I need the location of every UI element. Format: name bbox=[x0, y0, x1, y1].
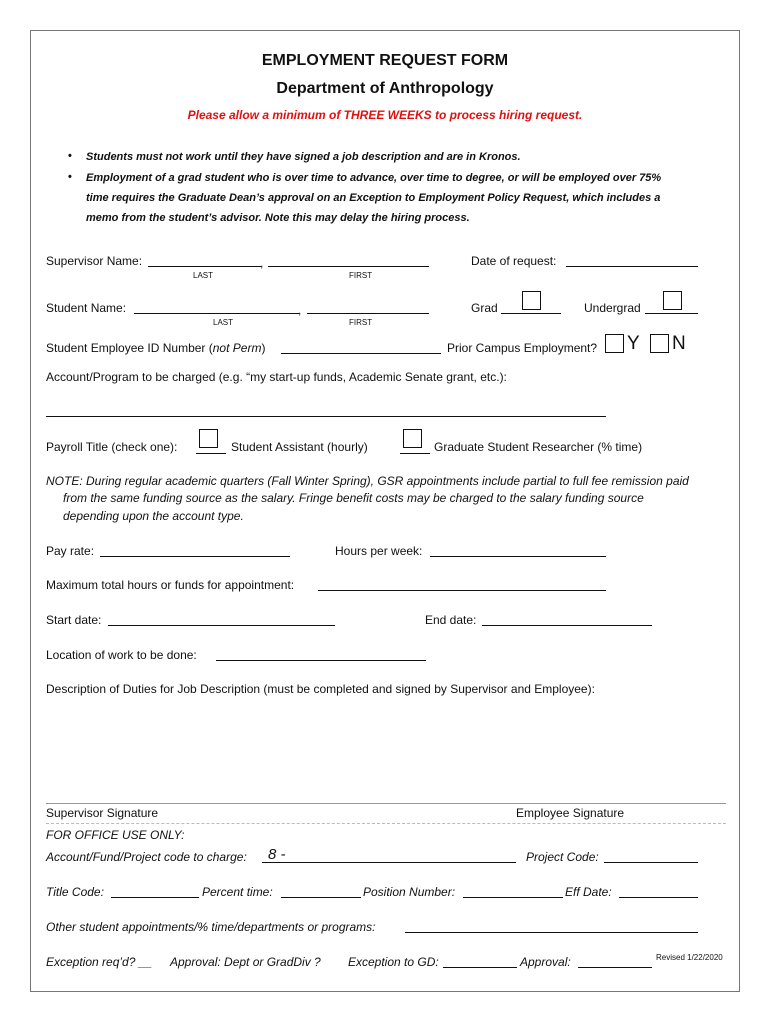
pay-rate-field[interactable] bbox=[100, 556, 290, 557]
form-title: EMPLOYMENT REQUEST FORM bbox=[261, 52, 509, 69]
approval-dept-label: Approval: Dept or GradDiv ? bbox=[170, 955, 321, 969]
yes-checkbox[interactable] bbox=[605, 334, 624, 353]
account-code-value: 8 - bbox=[268, 846, 286, 863]
first-label: FIRST bbox=[349, 271, 373, 280]
revised-date: Revised 1/22/2020 bbox=[656, 953, 723, 962]
bullet-icon: • bbox=[68, 150, 72, 162]
account-program-field[interactable] bbox=[46, 416, 606, 417]
undergrad-label: Undergrad bbox=[584, 301, 641, 315]
signature-line bbox=[46, 803, 726, 804]
max-hours-label: Maximum total hours or funds for appointment: bbox=[46, 578, 295, 592]
bullet-icon: • bbox=[68, 171, 72, 183]
student-id-label: Student Employee ID Number (not Perm) bbox=[46, 341, 266, 355]
location-field[interactable] bbox=[216, 660, 426, 661]
gsr-checkbox[interactable] bbox=[403, 429, 422, 448]
student-assistant-label: Student Assistant (hourly) bbox=[231, 440, 368, 454]
bullet-2-line-2: time requires the Graduate Dean’s approval on an Exception to Employment Policy Request, which includes a bbox=[86, 192, 661, 204]
bullet-2-line-3: memo from the student’s advisor. Note this may delay the hiring process. bbox=[86, 212, 470, 224]
student-first-field[interactable] bbox=[307, 313, 429, 314]
title-code-label: Title Code: bbox=[46, 885, 104, 899]
start-date-field[interactable] bbox=[108, 625, 335, 626]
other-appointments-field[interactable] bbox=[405, 932, 698, 933]
description-area[interactable] bbox=[46, 700, 726, 796]
last-label: LAST bbox=[193, 271, 214, 280]
gsr-line bbox=[400, 453, 430, 454]
prior-campus-label: Prior Campus Employment? bbox=[447, 341, 598, 355]
undergrad-checkbox[interactable] bbox=[663, 291, 682, 310]
no-checkbox[interactable] bbox=[650, 334, 669, 353]
office-heading: FOR OFFICE USE ONLY: bbox=[46, 828, 185, 842]
department-title: Department of Anthropology bbox=[276, 80, 494, 97]
bullet-2-line-1: Employment of a grad student who is over time to advance, over time to degree, or will be employed over 75% bbox=[86, 172, 662, 184]
location-label: Location of work to be done: bbox=[46, 648, 197, 662]
gsr-label: Graduate Student Researcher (% time) bbox=[434, 440, 643, 454]
no-label: N bbox=[672, 333, 686, 354]
percent-time-label: Percent time: bbox=[202, 885, 273, 899]
supervisor-signature-label: Supervisor Signature bbox=[46, 806, 159, 820]
title-code-field[interactable] bbox=[111, 897, 199, 898]
student-last-field[interactable] bbox=[134, 313, 299, 314]
pay-rate-label: Pay rate: bbox=[46, 544, 95, 558]
exception-to-gd-field[interactable] bbox=[443, 967, 517, 968]
start-date-label: Start date: bbox=[46, 613, 102, 627]
approval-label: Approval: bbox=[520, 955, 571, 969]
note-line-2: from the same funding source as the salary. Fringe benefit costs may be charged to the salary funding source bbox=[63, 491, 644, 505]
max-hours-field[interactable] bbox=[318, 590, 606, 591]
employee-signature-label: Employee Signature bbox=[516, 806, 625, 820]
project-code-field[interactable] bbox=[604, 862, 698, 863]
date-of-request-field[interactable] bbox=[566, 266, 698, 267]
student-assistant-checkbox[interactable] bbox=[199, 429, 218, 448]
grad-line bbox=[501, 313, 561, 314]
yes-label: Y bbox=[627, 333, 640, 354]
undergrad-line bbox=[645, 313, 698, 314]
eff-date-label: Eff Date: bbox=[565, 885, 612, 899]
date-of-request-label: Date of request: bbox=[471, 254, 557, 268]
payroll-title-label: Payroll Title (check one): bbox=[46, 440, 178, 454]
exception-reqd-label: Exception req’d? __ bbox=[46, 955, 153, 969]
hours-per-week-label: Hours per week: bbox=[335, 544, 423, 558]
comma: , bbox=[298, 303, 302, 317]
position-number-field[interactable] bbox=[463, 897, 563, 898]
other-appointments-label: Other student appointments/% time/departments or programs: bbox=[46, 920, 376, 934]
end-date-field[interactable] bbox=[482, 625, 652, 626]
last-label: LAST bbox=[213, 318, 234, 327]
percent-time-field[interactable] bbox=[281, 897, 361, 898]
comma: , bbox=[260, 256, 264, 270]
eff-date-field[interactable] bbox=[619, 897, 698, 898]
account-program-label: Account/Program to be charged (e.g. “my start-up funds, Academic Senate grant, etc.): bbox=[46, 370, 507, 384]
grad-checkbox[interactable] bbox=[522, 291, 541, 310]
student-id-field[interactable] bbox=[281, 353, 441, 354]
grad-label: Grad bbox=[471, 301, 498, 315]
account-code-label: Account/Fund/Project code to charge: bbox=[46, 850, 247, 864]
approval-field[interactable] bbox=[578, 967, 652, 968]
end-date-label: End date: bbox=[425, 613, 477, 627]
note-line-1: NOTE: During regular academic quarters (Fall Winter Spring), GSR appointments include partial to full fee remission paid bbox=[46, 474, 689, 488]
bullet-1: Students must not work until they have signed a job description and are in Kronos. bbox=[86, 151, 521, 163]
supervisor-name-label: Supervisor Name: bbox=[46, 254, 143, 268]
exception-to-gd-label: Exception to GD: bbox=[348, 955, 439, 969]
hours-per-week-field[interactable] bbox=[430, 556, 606, 557]
office-divider bbox=[46, 823, 726, 824]
first-label: FIRST bbox=[349, 318, 373, 327]
project-code-label: Project Code: bbox=[526, 850, 599, 864]
student-name-label: Student Name: bbox=[46, 301, 127, 315]
student-assistant-line bbox=[196, 453, 226, 454]
supervisor-first-field[interactable] bbox=[268, 266, 429, 267]
note-line-3: depending upon the account type. bbox=[63, 509, 244, 523]
description-label: Description of Duties for Job Description (must be completed and signed by Supervisor and Employee): bbox=[46, 682, 595, 696]
notice-text: Please allow a minimum of THREE WEEKS to process hiring request. bbox=[187, 108, 583, 122]
account-code-field[interactable] bbox=[262, 862, 516, 863]
supervisor-last-field[interactable] bbox=[148, 266, 261, 267]
position-number-label: Position Number: bbox=[363, 885, 456, 899]
